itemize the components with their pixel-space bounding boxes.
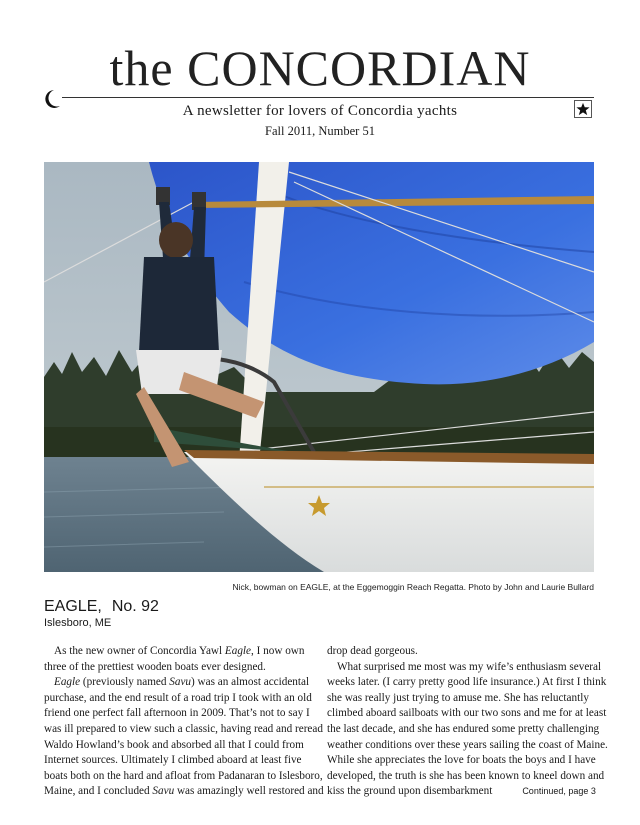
text-run: developed, the truth is she has been known to kneel down and: [327, 769, 605, 782]
article-line: [327, 753, 597, 769]
text-run: While she appreciates the love for boats the boys and I have: [327, 754, 596, 767]
article-line: [327, 691, 597, 707]
article-title: [44, 598, 159, 616]
text-run: climbed aboard sailboats with our two sons and me for at least: [327, 707, 607, 720]
article-line: [327, 722, 600, 738]
issue-info: Fall 2011, Number 51: [265, 124, 375, 138]
newsletter-title: the CONCORDIAN: [109, 40, 531, 96]
article-column-left: [44, 644, 324, 800]
text-run: was ill prepared to view such a classic, having read and reread: [44, 722, 323, 735]
article-location: Islesboro, ME: [44, 617, 112, 629]
article-line: [44, 722, 323, 738]
text-run: was amazingly well restored and: [174, 785, 324, 798]
cover-photo: [44, 162, 594, 572]
text-run: Maine, and I concluded: [44, 785, 153, 798]
article-line: [44, 675, 314, 691]
article-line: [44, 644, 314, 660]
text-run: (previously named: [80, 676, 170, 689]
text-run: boats both on the hard and afloat from Padanaran to Islesboro,: [44, 769, 323, 782]
boat-name-italic: Eagle: [224, 645, 252, 657]
text-run: As the new owner of Concordia Yawl: [54, 645, 225, 657]
article-line: [44, 738, 314, 754]
boat-name-italic: Savu: [152, 785, 175, 798]
article-line: [44, 660, 314, 676]
text-run: she was really just trying to amuse me. She has reluctantly: [327, 691, 589, 704]
article-line: [44, 784, 324, 800]
text-run: ) was an almost accidental: [191, 676, 310, 689]
article-line: [327, 784, 597, 800]
masthead-rule: [62, 97, 594, 98]
article-line: [327, 644, 597, 660]
article-line: [44, 706, 314, 722]
boat-name: EAGLE,: [44, 598, 102, 615]
text-run: kiss the ground upon disembarkment: [327, 785, 493, 798]
article-line: [44, 753, 314, 769]
newsletter-tagline: A newsletter for lovers of Concordia yachts: [182, 103, 458, 119]
text-run: weather conditions over these years sailing the coast of Maine.: [327, 738, 608, 751]
photo-caption: Nick, bowman on EAGLE, at the Eggemoggin Reach Regatta. Photo by John and Laurie Bullard: [232, 582, 594, 592]
article-line: [327, 738, 608, 754]
text-run: , I now own: [251, 645, 305, 657]
text-run: Waldo Howland’s book and absorbed all that I could from: [44, 738, 304, 751]
text-run: Internet sources. Ultimately I climbed aboard at least five: [44, 754, 302, 767]
article-line: [44, 691, 314, 707]
text-run: What surprised me most was my wife’s enthusiasm several: [337, 660, 602, 673]
article-line: [327, 769, 605, 785]
boat-name-italic: Savu: [169, 676, 192, 689]
boat-name-italic: Eagle: [54, 676, 81, 689]
text-run: weeks later. (I carry pretty good life insurance.) At first I think: [327, 676, 607, 689]
article-line: [44, 769, 323, 785]
text-run: drop dead gorgeous.: [327, 645, 418, 657]
text-run: friend one perfect fall afternoon in 2009. That’s not to say I: [44, 707, 310, 720]
text-run: purchase, and the end result of a road trip I took with an old: [44, 691, 312, 704]
article-column-right: [327, 644, 608, 800]
boat-number: No. 92: [111, 598, 159, 615]
article-line: [327, 675, 607, 691]
text-run: the last decade, and she has endured some pretty challenging: [327, 722, 600, 735]
article-line: [327, 660, 602, 676]
text-run: three of the prettiest wooden boats ever designed.: [44, 660, 266, 673]
continued-link[interactable]: Continued, page 3: [522, 786, 596, 797]
article-line: [327, 706, 607, 722]
